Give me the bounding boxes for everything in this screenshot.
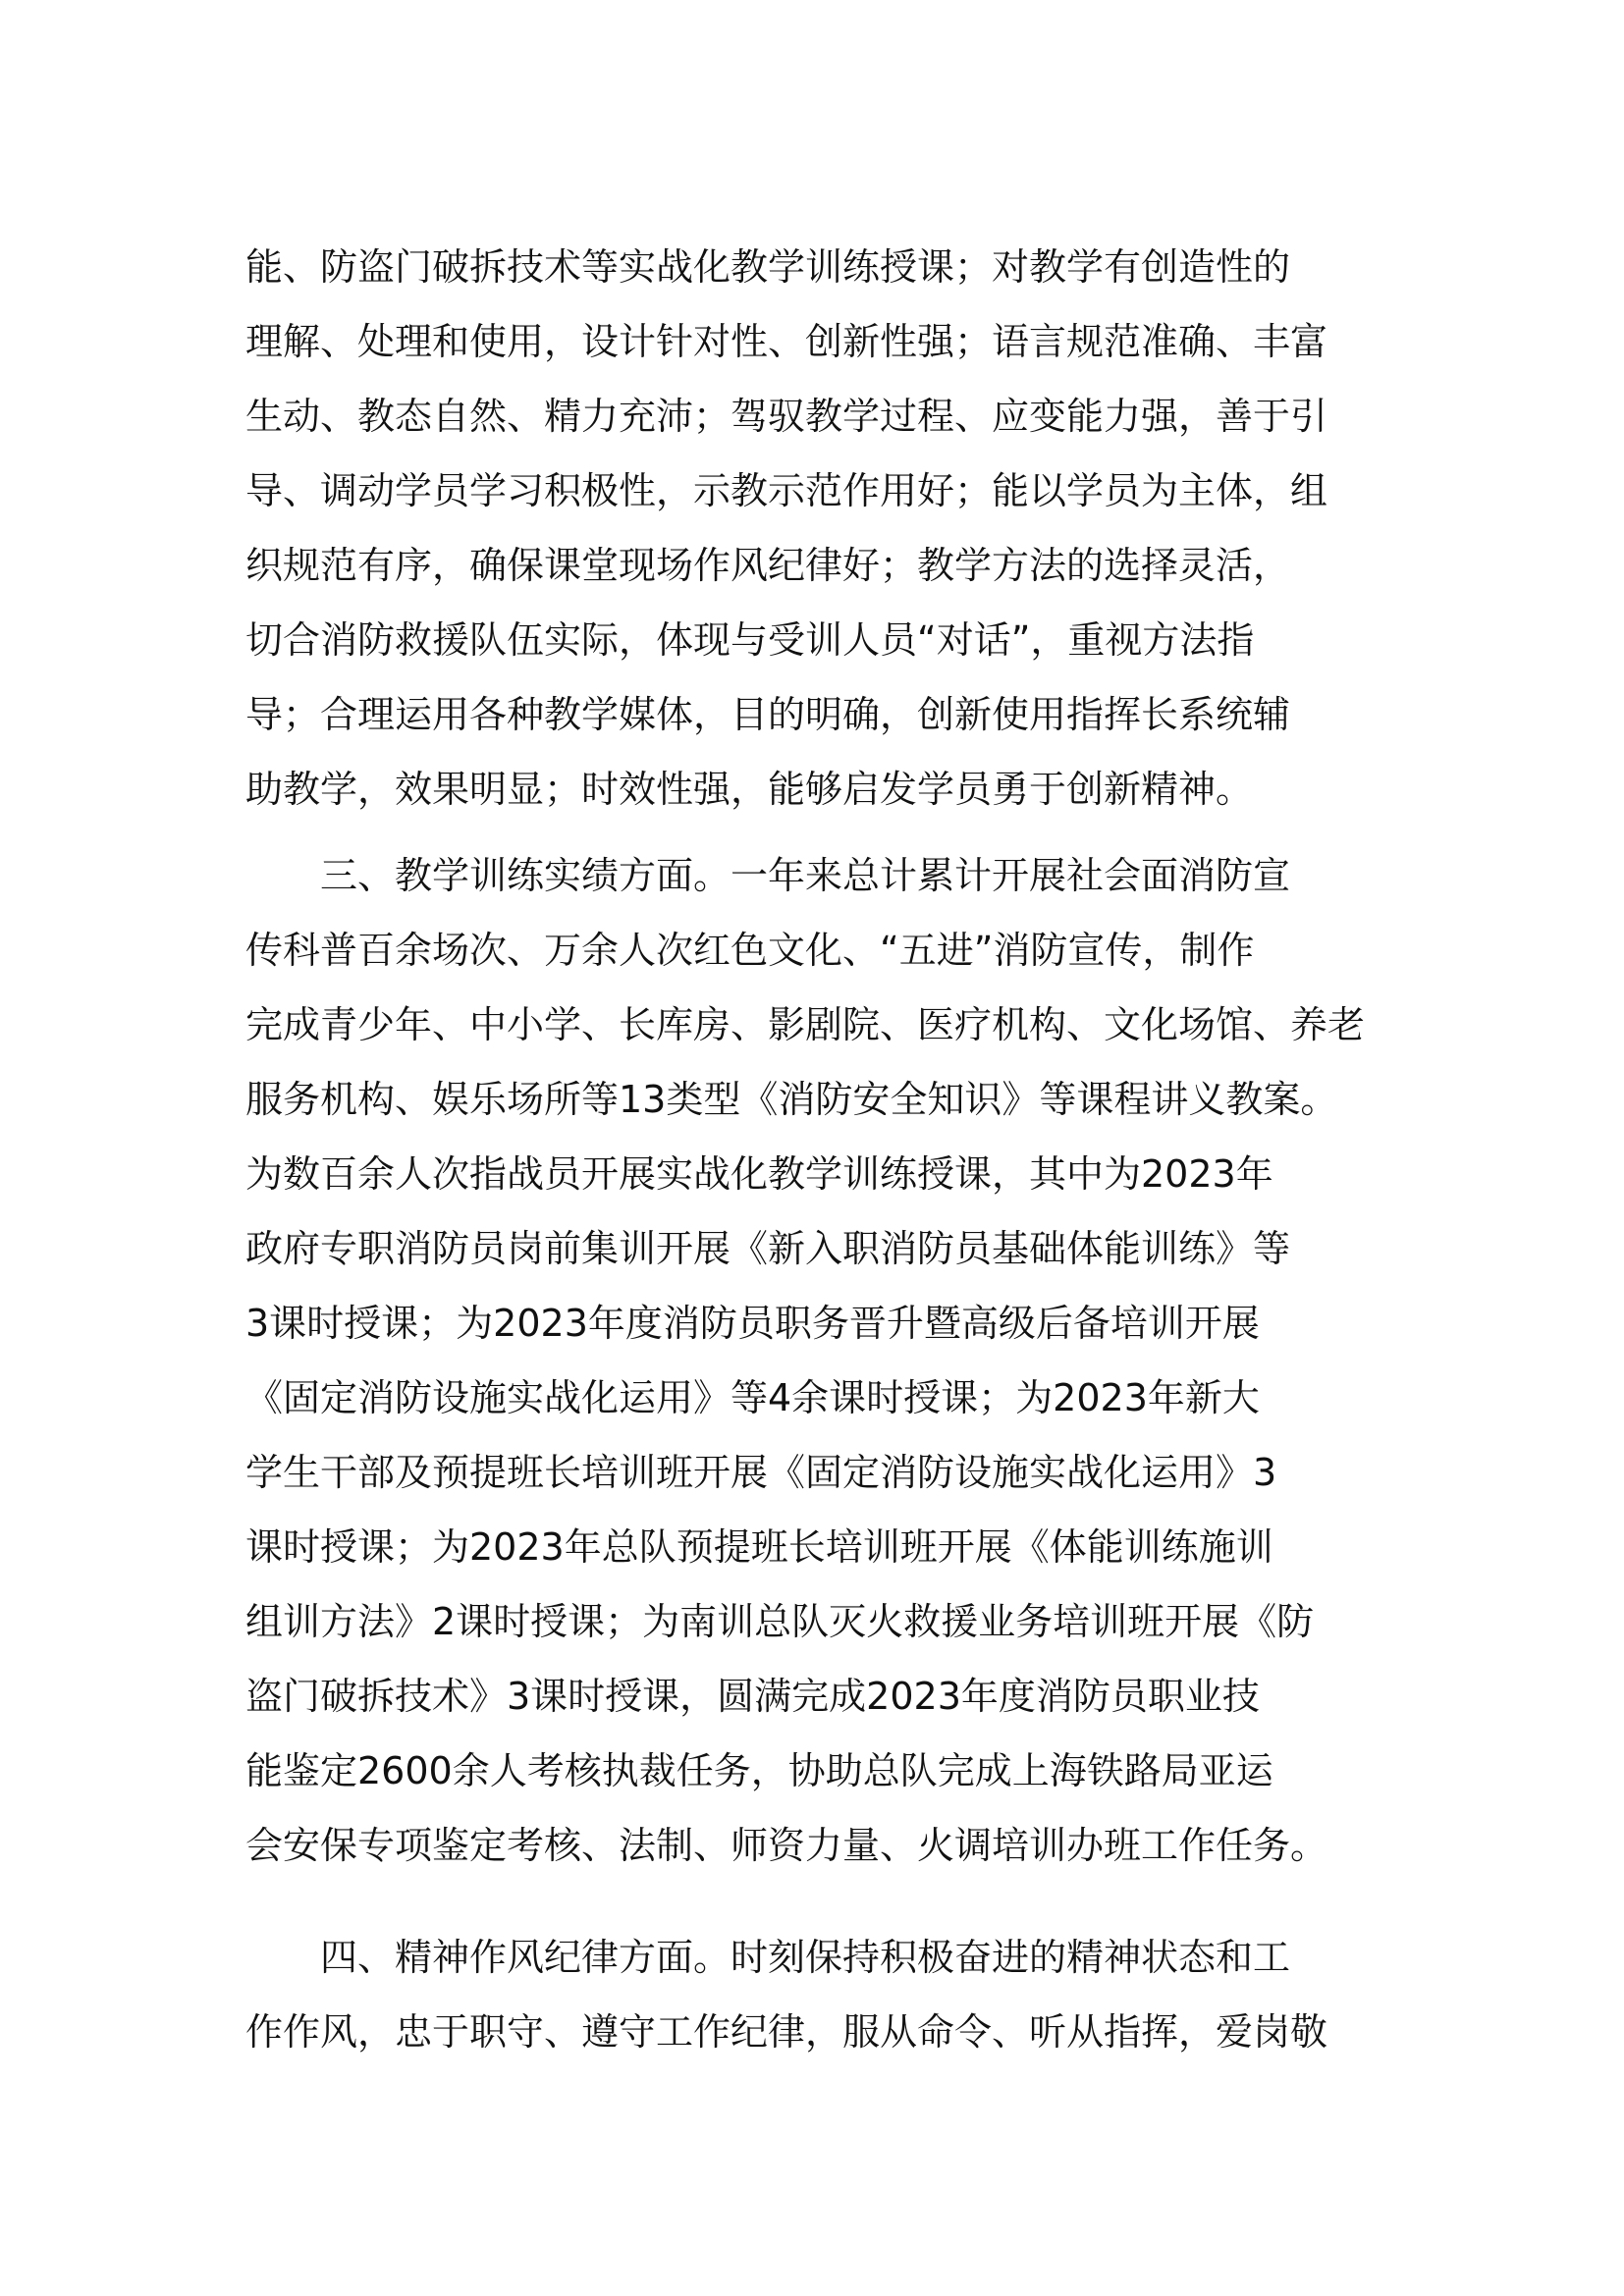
text-line: 政府专职消防员岗前集训开展《新入职消防员基础体能训练》等: [245, 1227, 1291, 1270]
text-line: 能、防盗门破拆技术等实战化教学训练授课；对教学有创造性的: [245, 245, 1291, 289]
text-line: 学生干部及预提班长培训班开展《固定消防设施实战化运用》3: [245, 1451, 1277, 1494]
text-line: 《固定消防设施实战化运用》等4余课时授课；为2023年新大: [245, 1376, 1260, 1419]
text-line: 传科普百余场次、万余人次红色文化、“五进”消防宣传，制作: [245, 929, 1255, 972]
text-line: 组训方法》2课时授课；为南训总队灭火救援业务培训班开展《防: [245, 1600, 1315, 1643]
text-line: 织规范有序，确保课堂现场作风纪律好；教学方法的选择灵活，: [245, 544, 1291, 587]
text-line: 为数百余人次指战员开展实战化教学训练授课，其中为2023年: [245, 1152, 1273, 1196]
paragraph-start-line: 三、教学训练实绩方面。一年来总计累计开展社会面消防宣: [320, 854, 1291, 897]
text-line: 盗门破拆技术》3课时授课，圆满完成2023年度消防员职业技: [245, 1675, 1260, 1718]
text-line: 助教学，效果明显；时效性强，能够启发学员勇于创新精神。: [245, 768, 1254, 811]
text-line: 切合消防救援队伍实际，体现与受训人员“对话”，重视方法指: [245, 618, 1255, 662]
text-line: 导、调动学员学习积极性，示教示范作用好；能以学员为主体，组: [245, 469, 1328, 512]
text-line: 导；合理运用各种教学媒体，目的明确，创新使用指挥长系统辅: [245, 693, 1291, 736]
paragraph-start-line: 四、精神作风纪律方面。时刻保持积极奋进的精神状态和工: [320, 1936, 1291, 1979]
text-line: 作作风，忠于职守、遵守工作纪律，服从命令、听从指挥，爱岗敬: [245, 2010, 1328, 2054]
text-line: 课时授课；为2023年总队预提班长培训班开展《体能训练施训: [245, 1525, 1273, 1569]
text-line: 能鉴定2600余人考核执裁任务，协助总队完成上海铁路局亚运: [245, 1749, 1273, 1792]
text-line: 生动、教态自然、精力充沛；驾驭教学过程、应变能力强，善于引: [245, 395, 1328, 438]
text-line: 理解、处理和使用，设计针对性、创新性强；语言规范准确、丰富: [245, 320, 1328, 363]
text-line: 3课时授课；为2023年度消防员职务晋升暨高级后备培训开展: [245, 1302, 1260, 1345]
text-line: 会安保专项鉴定考核、法制、师资力量、火调培训办班工作任务。: [245, 1824, 1328, 1867]
text-line: 完成青少年、中小学、长库房、影剧院、医疗机构、文化场馆、养老: [245, 1003, 1366, 1046]
text-line: 服务机构、娱乐场所等13类型《消防安全知识》等课程讲义教案。: [245, 1078, 1338, 1121]
